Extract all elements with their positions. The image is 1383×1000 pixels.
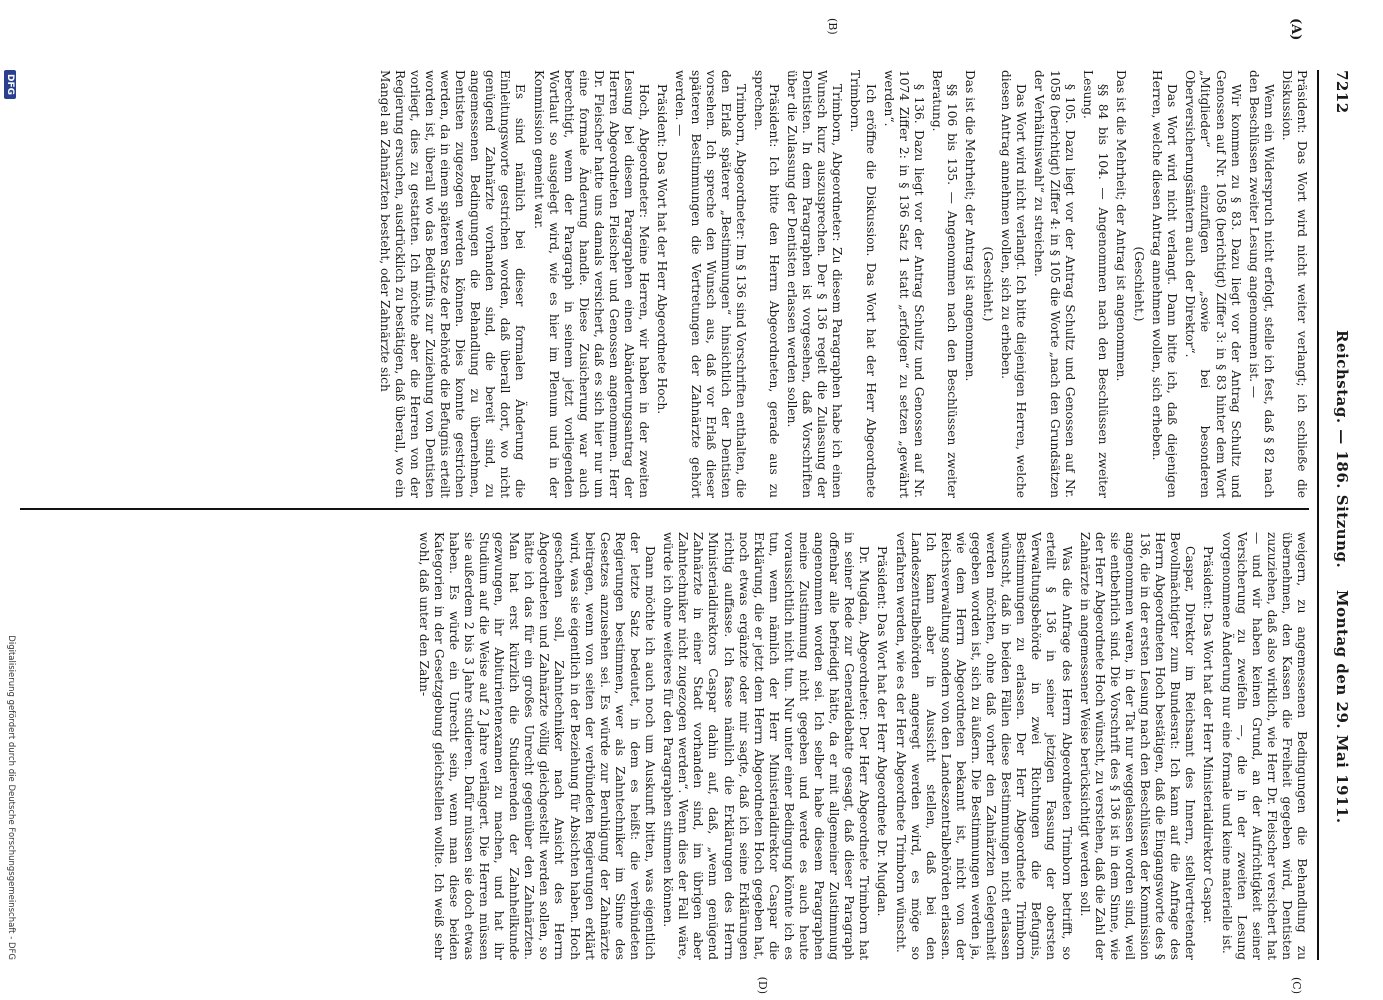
paragraph: Präsident: Das Wort wird nicht weiter verlangt; ich schließe die Diskussion.	[1279, 70, 1309, 498]
session-date: Montag den 29. Mai 1911.	[1333, 590, 1351, 824]
paragraph: Das ist die Mehrheit; der Antrag ist angenommen.	[1113, 70, 1128, 382]
paragraph: Präsident: Das Wort hat der Herr Abgeordnete Dr. Mugdan.	[875, 546, 890, 917]
paragraph: (Geschieht.)	[1132, 246, 1147, 322]
margin-marker-a: (A)	[1288, 18, 1303, 41]
paragraph: Caspar, Direktor im Reichsamt des Innern, stellvertretender Bevollmächtigter zum Bundesrat: Ich kann auf die Anfrage des Herrn Abgeordneten Hoch bestätigen, daß die Eingangsworte des § 136, die in der ersten Lesung nach den Beschlüssen der Kommission angenommen waren, in der Tat nur weggelassen worden sind, weil sie entbehrlich sind. Die Vorschrift des § 136 ist in dem Sinne, wie der Herr Abgeordnete Hoch wünscht, zu verstehen, daß die Zahl der Zahnärzte in angemessener Weise berücksichtigt werden soll.	[1077, 532, 1198, 960]
paragraph: Trimborn, Abgeordneter: Zu diesem Paragraphen habe ich einen Wunsch kurz auszusprechen. Der § 136 regelt die Zulassung der Dentisten. In dem Paragraphen ist vorgesehen, daß Vorschriften über die Zulassung der Dentisten erlassen werden sollen.	[785, 70, 845, 498]
dfg-logo: DFG	[4, 70, 16, 99]
paragraph: weigern, zu angemessenen Bedingungen die Behandlung zu übernehmen, den Kassen die Freiheit gegeben wird, Dentisten zuzuziehen, daß also wirklich, wie Herr Dr. Fleischer versichert hat — und wir haben keinen Grund, an der Aufrichtigkeit seiner Versicherung zu zweifeln —, die in der zweiten Lesung vorgenommene Änderung nur eine formale und keine materielle ist.	[1219, 532, 1309, 960]
session-title: Reichstag. — 186. Sitzung.	[1333, 330, 1351, 569]
paragraph: § 105. Dazu liegt vor der Antrag Schultz und Genossen auf Nr. 1058 (berichtigt) Ziffer 4: in § 105 die Worte „nach den Grundsätzen der Verhältniswahl“ zu streichen.	[1032, 70, 1077, 498]
right-column	[20, 532, 1309, 960]
paragraph: Es sind nämlich bei dieser formalen Änderung die Einleitungsworte gestrichen worden, daß überall dort, wo nicht genügend Zahnärzte vorhanden sind, die bereit sind, zu angemessenen Bedingungen die Behandlung zu übernehmen, Dentisten zugezogen werden können. Dies konnte gestrichen werden, da in einem späteren Satze der Behörde die Befugnis erteilt worden ist, überall wo das Bedürfnis zur Zuziehung von Dentisten vorliegt, dies zu gestatten. Ich möchte aber die Herren von der Regierung ersuchen, ausdrücklich zu bestätigen, daß überall, wo ein Mangel an Zahnärzten besteht, oder Zahnärzte sich	[377, 70, 528, 498]
page-number: 7212	[1333, 70, 1351, 114]
text-columns	[20, 18, 1309, 994]
paragraph: Präsident: Das Wort hat der Herr Abgeordnete Hoch.	[655, 84, 670, 415]
paragraph: Was die Anfrage des Herrn Abgeordneten Trimborn betrifft, so erteilt § 136 in seiner jetzigen Fassung der obersten Verwaltungsbehörde in zwei Richtungen die Befugnis, Bestimmungen zu erlassen. Der Herr Abgeordnete Trimborn wünscht, daß in beiden Fällen diese Bestimmungen nicht erlassen werden möchten, ohne daß vorher den Zahnärzten Gelegenheit gegeben worden ist, sich zu äußern. Die Bestimmungen werden ja, wie dem Herrn Abgeordneten bekannt ist, nicht von der Reichsverwaltung sondern von den Landeszentralbehörden erlassen. Ich kann aber in Aussicht stellen, daß bei den Landeszentralbehörden angeregt werden wird, es möge so verfahren werden, wie es der Herr Abgeordnete Trimborn wünscht.	[893, 532, 1074, 960]
paragraph: Dann möchte ich auch noch um Auskunft bitten, was eigentlich der letzte Satz bedeutet, in dem es heißt: die verbündeten Regierungen bestimmen, wer als Zahntechniker im Sinne des Gesetzes anzusehen sei. Es würde zur Beruhigung der Zahnärzte beitragen, wenn von seiten der verbündeten Regierungen erklärt wird, was sie eigentlich in der Beziehung für Absichten haben. Hoch geschehen soll, Zahntechniker nach Ansicht des Herrn Abgeordneten und Zahnärzte völlig gleichgestellt werden sollen, so hätte ich das für ein großes Unrecht gegenüber den Zahnärzten. Man hat erst kürzlich die Studierenden der Zahnheilkunde gezwungen, ihr Abiturientenexamen zu machen, und hat ihr Studium auf die Weise auf 2 Jahre verlängert. Die Herren müssen sie außerdem 2 bis 3 Jahre studieren. Dafür müssen sie doch etwas haben. Es würde ein Unrecht sein, wenn man diese beiden Kategorien in der Gesetzgebung gleichstellen wollte. Ich weiß sehr wohl, daß unter den Zahn-	[416, 532, 658, 960]
paragraph: Präsident: Ich bitte den Herrn Abgeordneten, gerade aus zu sprechen.	[751, 70, 781, 498]
paragraph: §§ 106 bis 135. — Angenommen nach den Beschlüssen zweiter Beratung.	[929, 70, 960, 498]
paragraph: Wenn ein Widerspruch nicht erfolgt, stelle ich fest, daß § 82 nach den Beschlüssen zweiter Lesung angenommen ist. —	[1246, 70, 1276, 498]
paragraph: § 136. Dazu liegt vor der Antrag Schultz und Genossen auf Nr. 1074 Ziffer 2: in § 136 Satz 1 statt „erfolgen“ zu setzen „gewährt werden“.	[881, 70, 926, 498]
digitization-credit: Digitalisierung gefördert durch die Deutsche Forschungsgemeinschaft - DFG	[6, 635, 16, 960]
column-divider	[20, 508, 1309, 510]
paragraph: Das ist die Mehrheit; der Antrag ist angenommen.	[963, 70, 978, 382]
paragraph: Präsident: Das Wort hat der Herr Ministerialdirektor Caspar.	[1201, 546, 1216, 924]
margin-marker-b: (B)	[826, 18, 839, 35]
paragraph: Wir kommen zu § 83. Dazu liegt vor der Antrag Schultz und Genossen auf Nr. 1058 (berichtigt) Ziffer 3: in § 83 hinter dem Wort „Mitglieder“ einzufügen „sowie bei besonderen Oberversicherungsämtern auch der Direktor“.	[1183, 70, 1243, 498]
margin-marker-d: (D)	[756, 976, 769, 994]
paragraph: Ich eröffne die Diskussion. Das Wort hat der Herr Abgeordnete Trimborn.	[848, 70, 878, 498]
paragraph: Hoch, Abgeordneter: Meine Herren, wir haben in der zweiten Lesung bei diesem Paragraphen einen Abänderungsantrag der Herren Abgeordneten Fleischer und Genossen angenommen. Herr Dr. Fleischer hatte uns damals versichert, daß es sich hier nur um eine formale Änderung handle. Diese Zusicherung war auch berechtigt, wenn der Paragraph in seinem jetzt vorliegenden Wortlaut so ausgelegt wird, wie es hier im Plenum und in der Kommission gemeint war.	[531, 70, 652, 498]
paragraph: Das Wort wird nicht verlangt. Ich bitte diejenigen Herren, welche diesen Antrag annehmen wollen, sich zu erheben.	[999, 70, 1029, 498]
paragraph: Das Wort wird nicht verlangt. Dann bitte ich, daß diejenigen Herren, welche diesen Antrag annehmen wollen, sich erheben.	[1150, 70, 1180, 498]
margin-marker-c: (C)	[1290, 977, 1303, 994]
paragraph: Trimborn, Abgeordneter: Im § 136 sind Vorschriften enthalten, die den Erlaß späterer „Bestimmungen“ hinsichtlich der Dentisten vorsehen. Ich spreche den Wunsch aus, daß vor Erlaß dieser späteren Bestimmungen die Vertretungen der Zahnärzte gehört werden. —	[673, 70, 748, 498]
paragraph: Dr. Mugdan, Abgeordneter: Der Herr Abgeordnete Trimborn hat in seiner Rede zur Generaldebatte gesagt, daß dieser Paragraph offenbar alle befriedigt hätte, da er mit allgemeiner Zustimmung angenommen worden sei. Ich selber habe diesem Paragraphen meine Zustimmung nicht gegeben und werde es auch heute voraussichtlich nicht tun. Nur unter einer Bedingung könnte ich es tun, wenn nämlich der Herr Ministerialdirektor Caspar die Erklärung, die er jetzt dem Herrn Abgeordneten Hoch gegeben hat, noch etwas ergänzte oder mir sagte, daß ich seine Erklärungen richtig auffasse. Ich fasse nämlich die Erklärungen des Herrn Ministerialdirektors Caspar dahin auf, daß, „wenn genügend Zahnärzte in einer Stadt vorhanden sind, im übrigen aber Zahntechniker nicht zugezogen werden“. Wenn dies der Fall wäre, würde ich ohne weiteres für den Paragraphen stimmen können.	[661, 532, 872, 960]
paragraph: §§ 84 bis 104. — Angenommen nach den Beschlüssen zweiter Lesung.	[1080, 70, 1110, 498]
paragraph: (Geschieht.)	[981, 246, 996, 322]
left-column	[20, 18, 1309, 498]
page-header	[1317, 70, 1365, 960]
